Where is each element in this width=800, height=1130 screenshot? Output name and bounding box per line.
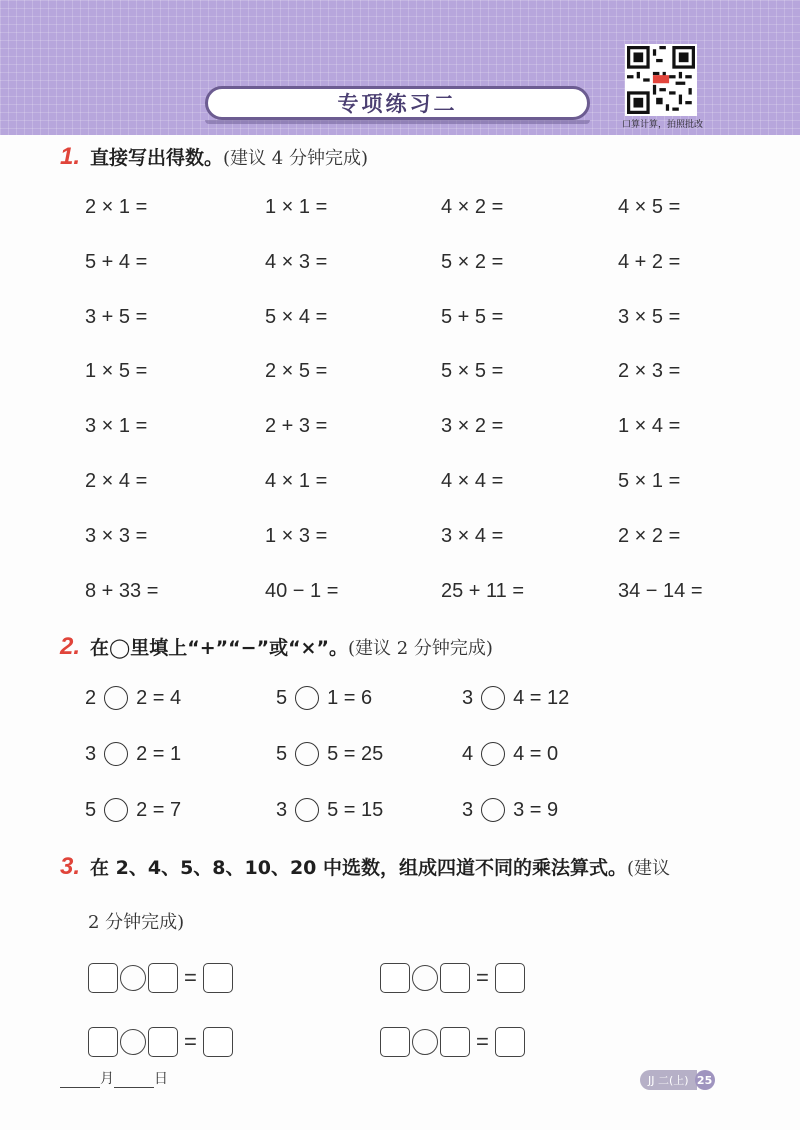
operand-left: 4 xyxy=(462,742,474,765)
factor-box[interactable] xyxy=(380,1027,410,1057)
operator-circle[interactable] xyxy=(295,686,319,710)
qr-code[interactable] xyxy=(625,44,697,116)
factor-box[interactable] xyxy=(440,1027,470,1057)
page-title: 专项练习二 xyxy=(205,86,590,120)
page-number: 25 xyxy=(695,1070,715,1090)
operator-circle[interactable] xyxy=(104,742,128,766)
operand-right-result: 2 = 4 xyxy=(136,686,182,709)
operator-circle[interactable] xyxy=(481,686,505,710)
operand-left: 3 xyxy=(85,742,97,765)
product-box[interactable] xyxy=(495,963,525,993)
problem-3-3: 5 + 5 = xyxy=(441,305,504,328)
fill-operator-problem xyxy=(276,798,383,822)
factor-box[interactable] xyxy=(88,963,118,993)
operand-left: 3 xyxy=(276,798,288,821)
section-3-hint-continued xyxy=(88,908,184,934)
section-3-hint-2: 2 分钟完成) xyxy=(88,912,185,933)
operator-circle[interactable] xyxy=(295,798,319,822)
operand-left: 5 xyxy=(85,798,97,821)
section-3-instruction: 在 2、4、5、8、10、20 中选数，组成四道不同的乘法算式。 xyxy=(90,857,628,879)
fill-operator-problem xyxy=(462,742,558,766)
operand-right-result: 5 = 15 xyxy=(327,798,384,821)
problem-2-1: 5 + 4 = xyxy=(85,250,148,273)
section-1-instruction: 直接写出得数。 xyxy=(90,147,224,169)
section-2-number: 2. xyxy=(60,633,81,660)
problem-5-1: 3 × 1 = xyxy=(85,415,148,438)
fill-operator-problem xyxy=(85,742,181,766)
fill-operator-problem xyxy=(462,798,558,822)
section-2-hint: (建议 2 分钟完成) xyxy=(347,638,493,659)
grade-tag: JJ 二(上) xyxy=(640,1070,697,1090)
problem-8-1: 8 + 33 = xyxy=(85,579,159,602)
problem-7-4: 2 × 2 = xyxy=(618,524,681,547)
product-box[interactable] xyxy=(203,963,233,993)
month-blank[interactable] xyxy=(60,1073,100,1088)
operand-right-result: 5 = 25 xyxy=(327,742,384,765)
problem-3-2: 5 × 4 = xyxy=(265,305,328,328)
section-1-heading xyxy=(60,143,368,171)
operand-right-result: 4 = 0 xyxy=(513,742,559,765)
section-2-instruction: 在◯里填上“+”“−”或“×”。 xyxy=(90,637,348,659)
problem-4-4: 2 × 3 = xyxy=(618,360,681,383)
operand-left: 2 xyxy=(85,686,97,709)
problem-6-4: 5 × 1 = xyxy=(618,470,681,492)
problem-8-4: 34 − 14 = xyxy=(618,579,703,602)
header-band xyxy=(0,0,800,135)
multiplication-equation-blank xyxy=(88,963,233,993)
operator-circle[interactable] xyxy=(120,1029,146,1055)
multiplication-equation-blank xyxy=(380,1027,525,1057)
day-label: 日 xyxy=(154,1071,168,1087)
problem-2-3: 5 × 2 = xyxy=(441,250,504,273)
equals-sign: = xyxy=(184,1029,197,1054)
problem-6-2: 4 × 1 = xyxy=(265,470,328,492)
operator-circle[interactable] xyxy=(412,965,438,991)
operand-left: 3 xyxy=(462,798,474,821)
operand-left: 3 xyxy=(462,686,474,709)
problem-5-4: 1 × 4 = xyxy=(618,415,681,438)
factor-box[interactable] xyxy=(380,963,410,993)
problem-5-2: 2 + 3 = xyxy=(265,415,328,438)
product-box[interactable] xyxy=(495,1027,525,1057)
equals-sign: = xyxy=(476,1029,489,1054)
equals-sign: = xyxy=(184,965,197,990)
fill-operator-problem xyxy=(85,798,181,822)
problem-8-2: 40 − 1 = xyxy=(265,579,339,602)
operand-right-result: 1 = 6 xyxy=(327,686,373,709)
problem-4-3: 5 × 5 = xyxy=(441,360,504,383)
problem-2-2: 4 × 3 = xyxy=(265,250,328,273)
qr-caption: 口算计算，拍照批改 xyxy=(622,120,704,130)
multiplication-equation-blank xyxy=(88,1027,233,1057)
operand-right-result: 2 = 7 xyxy=(136,798,182,821)
operator-circle[interactable] xyxy=(481,798,505,822)
problem-7-1: 3 × 3 = xyxy=(85,524,148,547)
operand-right-result: 4 = 12 xyxy=(513,686,570,709)
section-3-number: 3. xyxy=(60,853,81,880)
operand-left: 5 xyxy=(276,742,288,765)
problem-7-2: 1 × 3 = xyxy=(265,524,328,547)
operator-circle[interactable] xyxy=(120,965,146,991)
operand-right-result: 2 = 1 xyxy=(136,742,182,765)
section-3-hint: (建议 xyxy=(627,858,671,879)
section-3-heading xyxy=(60,853,670,881)
problem-7-3: 3 × 4 = xyxy=(441,524,504,547)
problem-8-3: 25 + 11 = xyxy=(441,579,525,602)
operator-circle[interactable] xyxy=(412,1029,438,1055)
multiplication-equation-blank xyxy=(380,963,525,993)
problem-3-1: 3 + 5 = xyxy=(85,305,148,328)
problem-5-3: 3 × 2 = xyxy=(441,415,504,438)
page-tag xyxy=(640,1070,715,1090)
problem-1-3: 4 × 2 = xyxy=(441,196,504,218)
problem-1-2: 1 × 1 = xyxy=(265,196,328,218)
fill-operator-problem xyxy=(276,686,372,710)
month-label: 月 xyxy=(100,1071,114,1087)
section-2-heading xyxy=(60,633,493,661)
problem-6-3: 4 × 4 = xyxy=(441,470,504,492)
section-1-number: 1. xyxy=(60,143,81,170)
problem-4-2: 2 × 5 = xyxy=(265,360,328,383)
problem-4-1: 1 × 5 = xyxy=(85,360,148,383)
fill-operator-problem xyxy=(85,686,181,710)
day-blank[interactable] xyxy=(114,1073,154,1088)
operand-left: 5 xyxy=(276,686,288,709)
factor-box[interactable] xyxy=(148,963,178,993)
operator-circle[interactable] xyxy=(295,742,319,766)
section-1-hint: (建议 4 分钟完成) xyxy=(223,148,368,169)
operator-circle[interactable] xyxy=(104,686,128,710)
fill-operator-problem xyxy=(462,686,569,710)
date-field xyxy=(60,1068,168,1088)
product-box[interactable] xyxy=(203,1027,233,1057)
fill-operator-problem xyxy=(276,742,383,766)
operator-circle[interactable] xyxy=(104,798,128,822)
factor-box[interactable] xyxy=(148,1027,178,1057)
problem-2-4: 4 + 2 = xyxy=(618,250,681,273)
equals-sign: = xyxy=(476,965,489,990)
problem-1-4: 4 × 5 = xyxy=(618,196,681,218)
factor-box[interactable] xyxy=(440,963,470,993)
problem-3-4: 3 × 5 = xyxy=(618,305,681,328)
qr-code-icon xyxy=(627,46,695,114)
operand-right-result: 3 = 9 xyxy=(513,798,559,821)
operator-circle[interactable] xyxy=(481,742,505,766)
problem-6-1: 2 × 4 = xyxy=(85,470,148,492)
problem-1-1: 2 × 1 = xyxy=(85,196,148,218)
factor-box[interactable] xyxy=(88,1027,118,1057)
